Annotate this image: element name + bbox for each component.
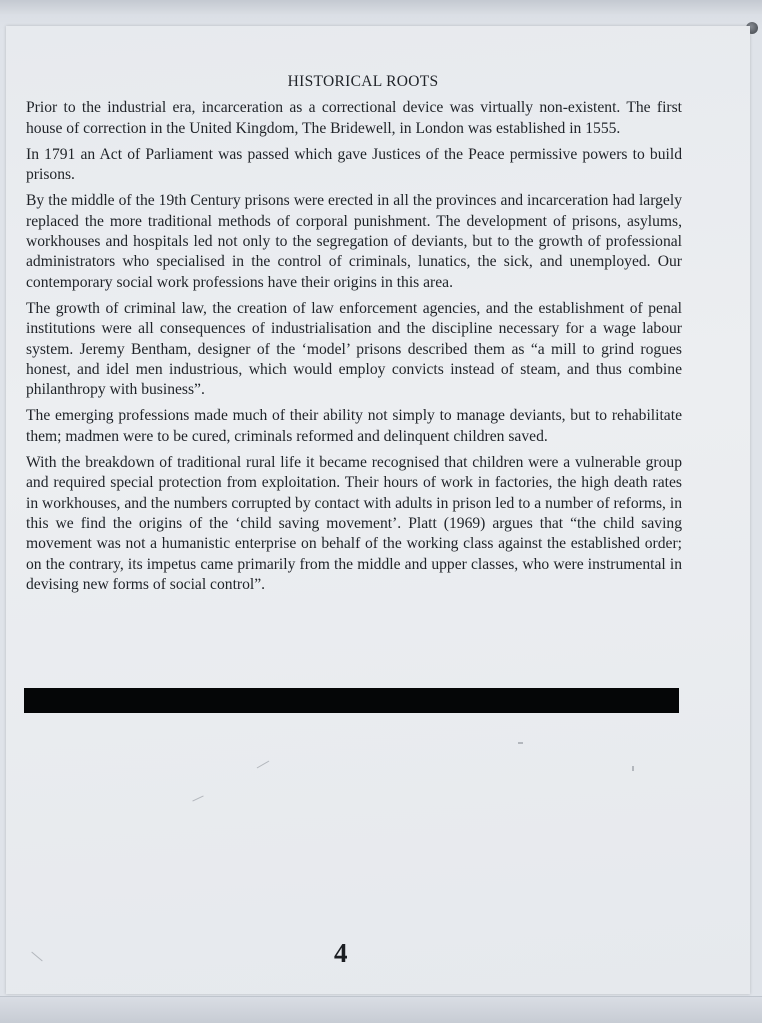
document-body	[26, 72, 682, 601]
dust-speck	[518, 742, 523, 744]
dust-speck	[31, 952, 42, 962]
paragraph-5: The emerging professions made much of their ability not simply to manage deviants, but to rehabilitate them; madmen were to be cured, criminals reformed and delinquent children saved.	[26, 407, 682, 445]
board-top-edge	[0, 0, 762, 14]
document-sheet	[6, 26, 750, 994]
paragraph-6: With the breakdown of traditional rural life it became recognised that children were a vulnerable group and required special protection from exploitation. Their hours of work in factories, the high death rates in workhouses, and the numbers corrupted by contact with adults in prison led to a number of reforms, in this we find the origins of the ‘child saving movement’. Platt (1969) argues that “the child saving movement was not a humanistic enterprise on behalf of the working class against the established order; on the contrary, its impetus came primarily from the middle and upper classes, who were instrumental in devising new forms of social control”.	[26, 454, 682, 593]
dust-speck	[632, 766, 634, 771]
dust-speck	[257, 761, 270, 769]
paragraph-3: By the middle of the 19th Century prisons were erected in all the provinces and incarceration had largely replaced the more traditional methods of corporal punishment. The development of prisons, asylums, workhouses and hospitals led not only to the segregation of deviants, but to the growth of professional administrators who specialised in the control of criminals, lunatics, the sick, and unemployed. Our contemporary social work professions have their origins in this area.	[26, 192, 682, 291]
paragraph-1: Prior to the industrial era, incarceration as a correctional device was virtually non-existent. The first house of correction in the United Kingdom, The Bridewell, in London was established in 1555.	[26, 99, 682, 137]
board-bottom-edge	[0, 996, 762, 1023]
paragraph-2: In 1791 an Act of Parliament was passed which gave Justices of the Peace permissive powers to build prisons.	[26, 145, 682, 184]
paragraph-4: The growth of criminal law, the creation of law enforcement agencies, and the establishment of penal institutions were all consequences of industrialisation and the discipline necessary for a wage labour system. Jeremy Bentham, designer of the ‘model’ prisons described them as “a mill to grind rogues honest, and idel men industrious, which would employ convicts instead of steam, and thus combine philanthropy with business”.	[26, 299, 682, 399]
page-number: 4	[334, 938, 348, 968]
dust-speck	[192, 796, 203, 802]
document-title: HISTORICAL ROOTS	[287, 73, 439, 90]
redaction-bar	[24, 688, 679, 713]
